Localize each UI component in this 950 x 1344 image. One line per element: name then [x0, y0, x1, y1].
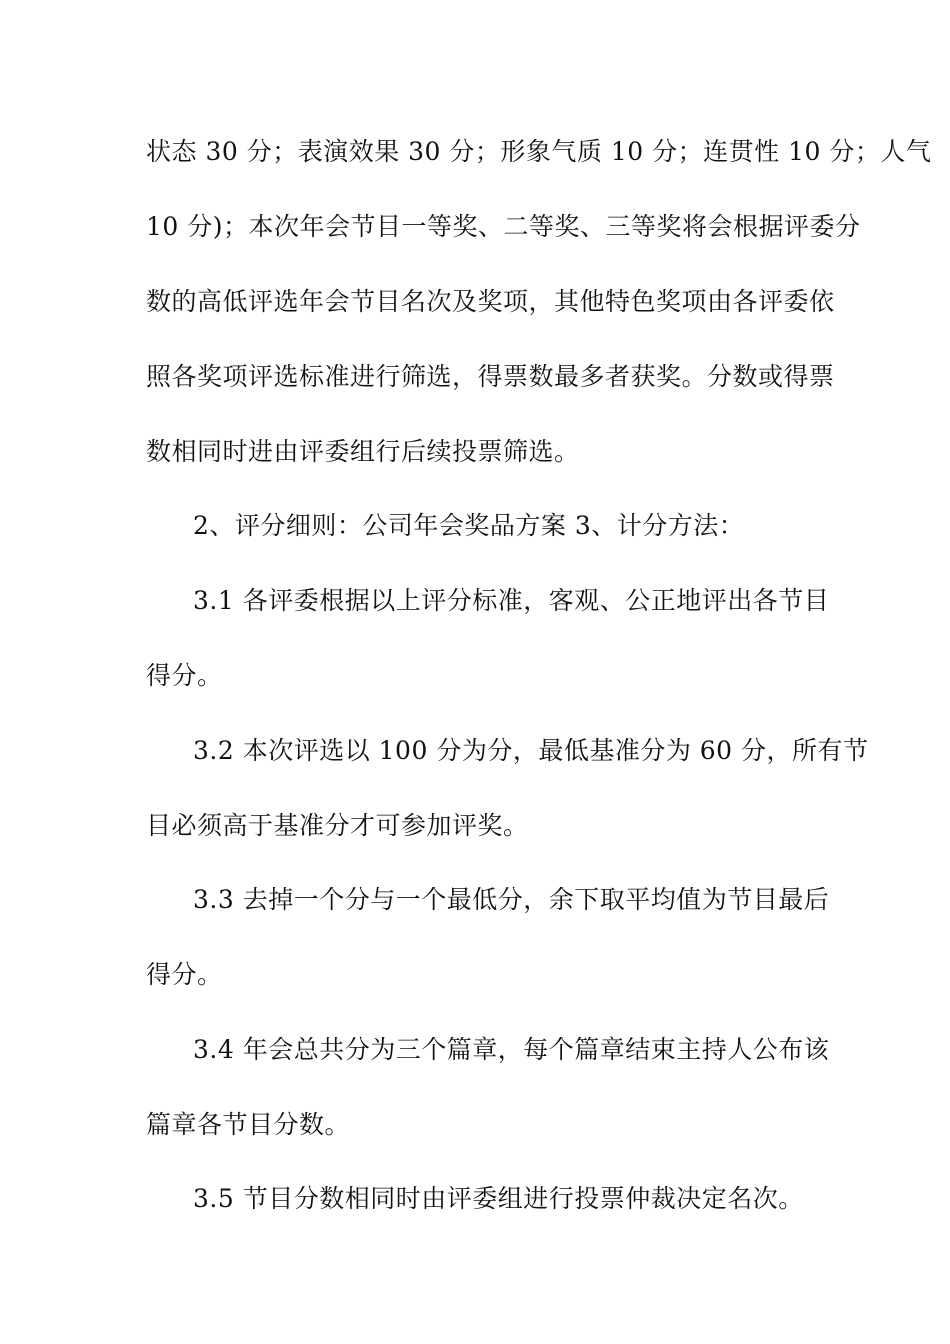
text-line-6: 2、评分细则：公司年会奖品方案 3、计分方法： [193, 511, 745, 540]
text-line-1: 状态 30 分；表演效果 30 分；形象气质 10 分；连贯性 10 分；人气 [146, 137, 932, 166]
text-line-9: 3.2 本次评选以 100 分为分，最低基准分为 60 分，所有节 [193, 736, 869, 765]
text-line-7: 3.1 各评委根据以上评分标准，客观、公正地评出各节目 [193, 586, 830, 615]
text-line-3: 数的高低评选年会节目名次及奖项，其他特色奖项由各评委依 [146, 287, 835, 316]
text-line-2: 10 分)；本次年会节目一等奖、二等奖、三等奖将会根据评委分 [146, 212, 861, 241]
text-line-11: 3.3 去掉一个分与一个最低分，余下取平均值为节目最后 [193, 885, 830, 914]
text-line-15: 3.5 节目分数相同时由评委组进行投票仲裁决定名次。 [193, 1184, 804, 1213]
text-line-4: 照各奖项评选标准进行筛选，得票数最多者获奖。分数或得票 [146, 362, 835, 391]
text-line-12: 得分。 [146, 960, 223, 989]
text-line-14: 篇章各节目分数。 [146, 1110, 351, 1139]
text-line-5: 数相同时进由评委组行后续投票筛选。 [146, 437, 580, 466]
text-line-13: 3.4 年会总共分为三个篇章，每个篇章结束主持人公布该 [193, 1035, 830, 1064]
text-line-8: 得分。 [146, 661, 223, 690]
text-line-10: 目必须高于基准分才可参加评奖。 [146, 811, 529, 840]
